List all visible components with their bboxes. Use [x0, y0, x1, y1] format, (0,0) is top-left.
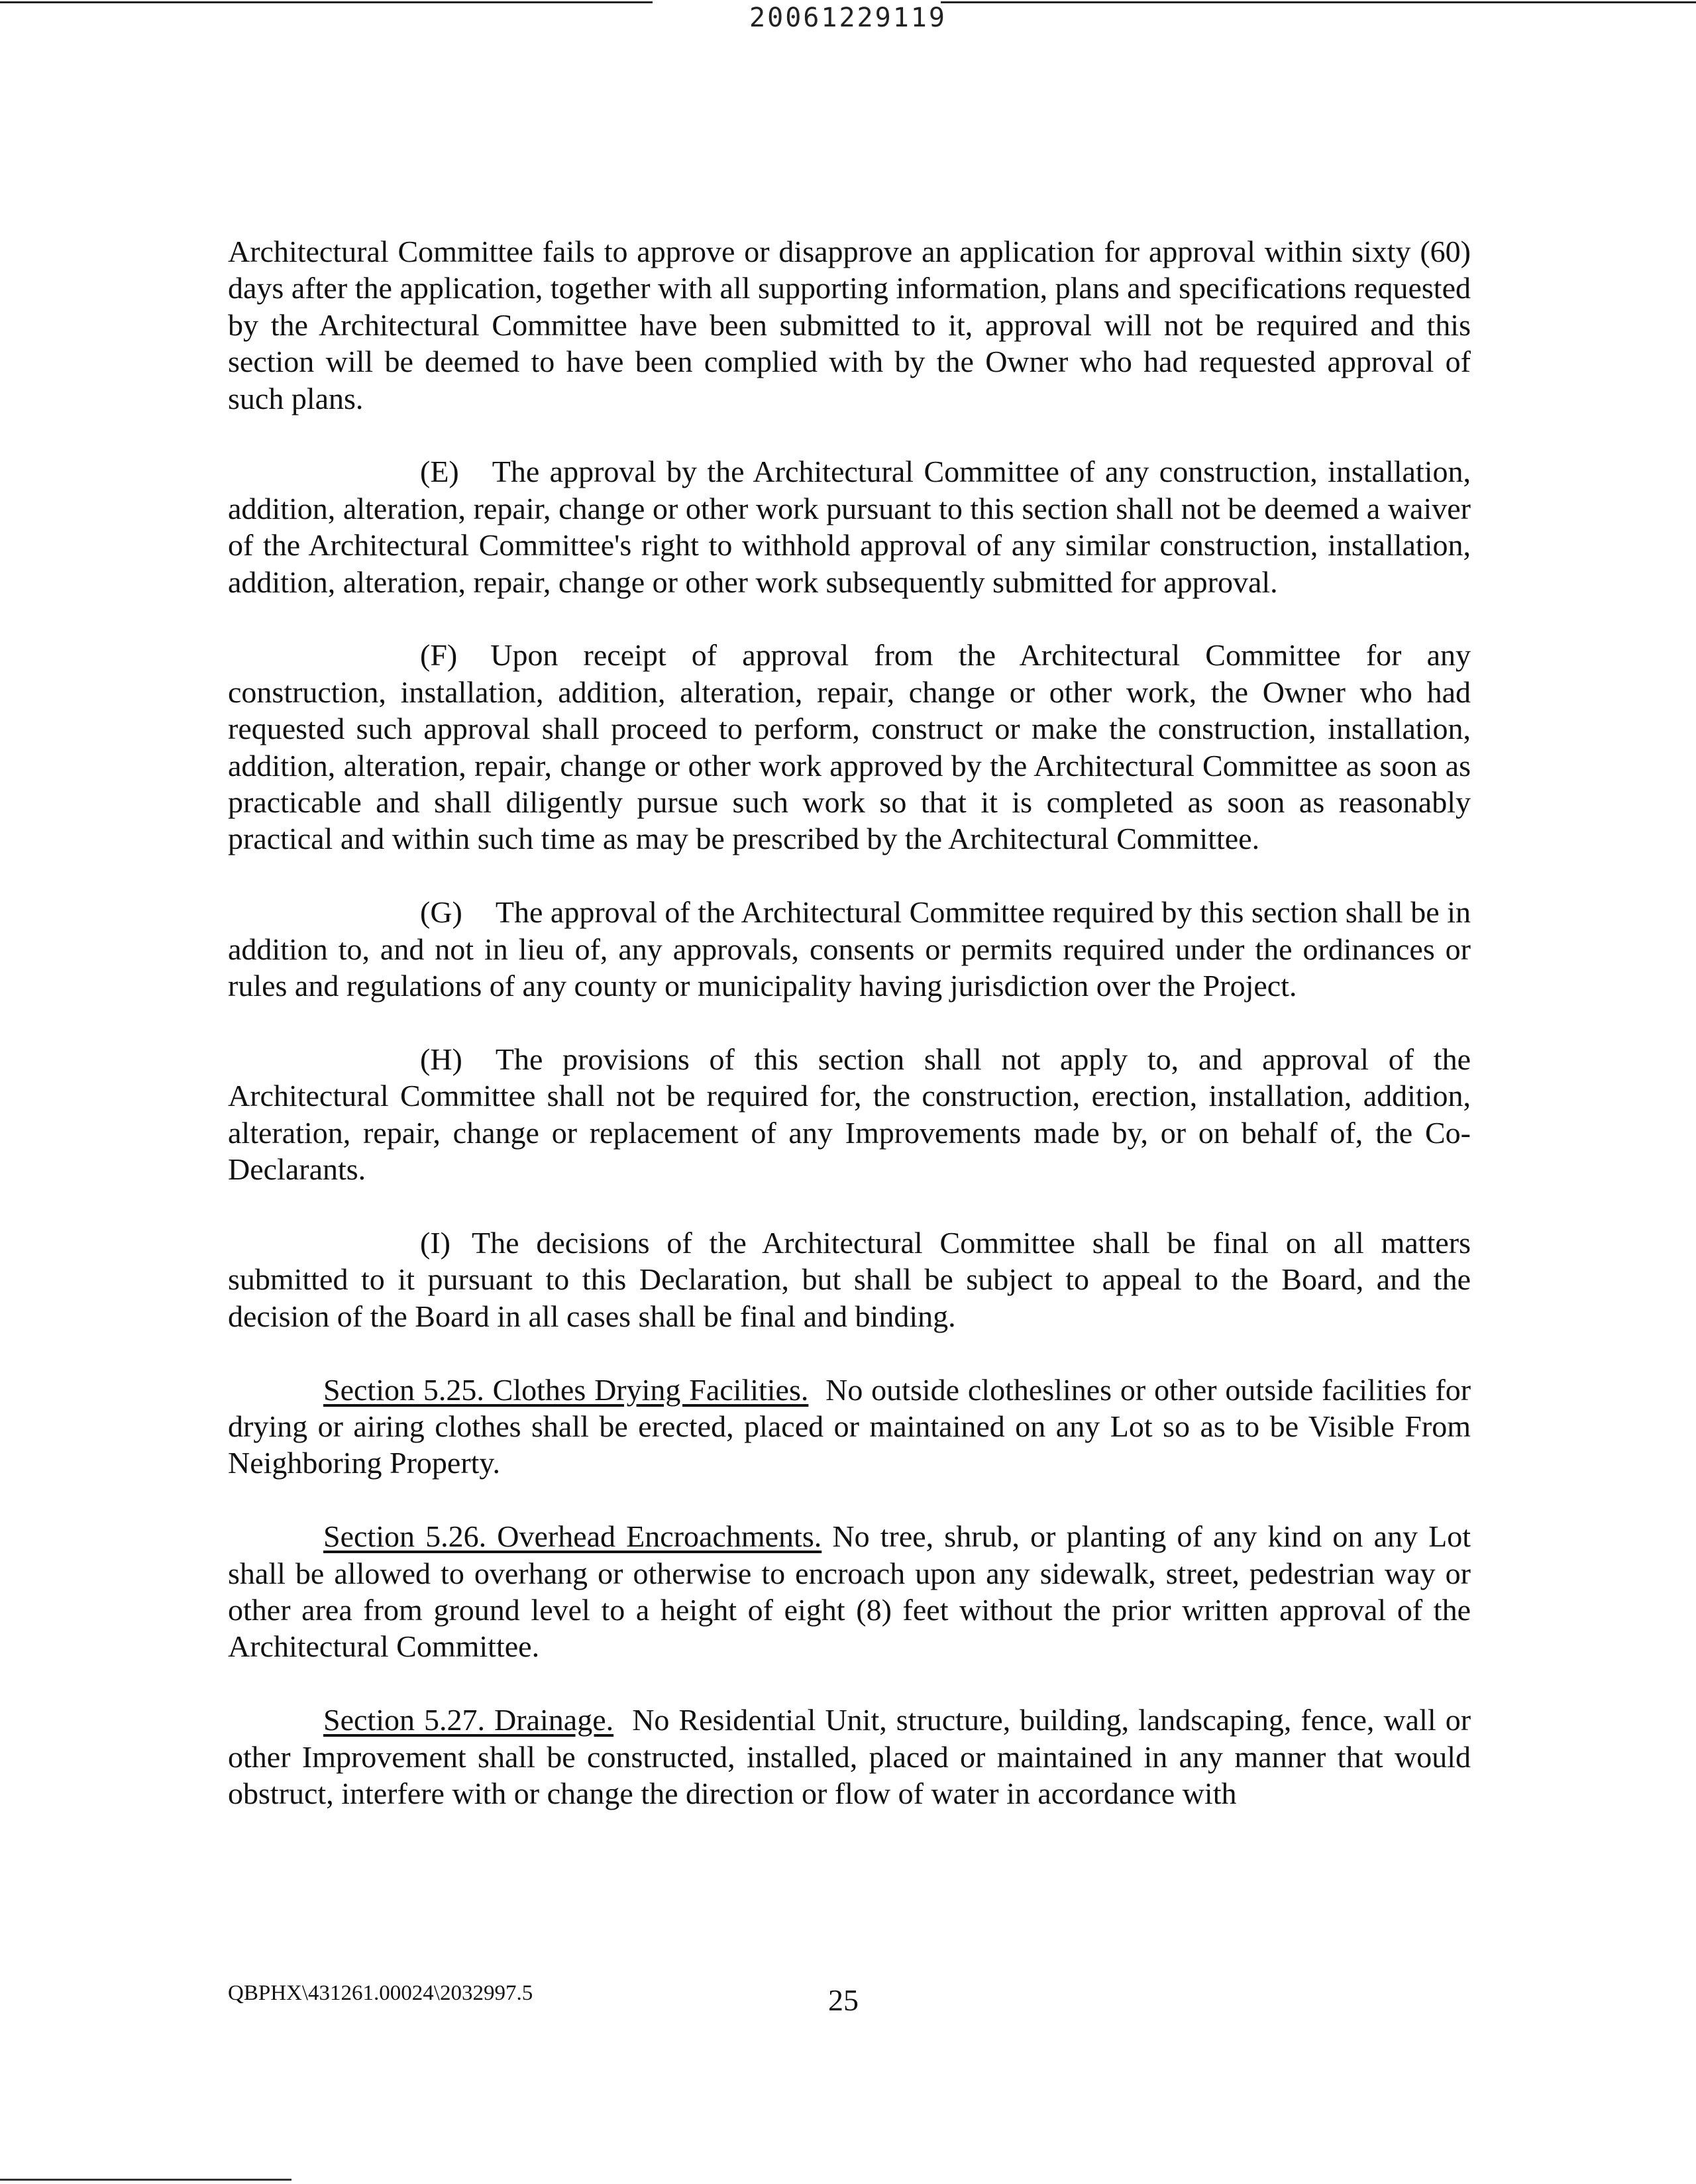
- paragraph-i: [228, 1225, 1471, 1335]
- item-label-e: (E): [420, 455, 459, 489]
- section-5-26: [228, 1518, 1471, 1665]
- paragraph-g: [228, 894, 1471, 1004]
- item-label-g: (G): [420, 895, 462, 930]
- paragraph-h: [228, 1041, 1471, 1188]
- item-text-i: The decisions of the Architectural Committee shall be final on all matters submitted to it pursuant to this Declaration, but shall be subject to appeal to the Board, and the decision of the Board in all cases shall be final and binding.: [228, 1225, 1471, 1333]
- section-5-25-title: Section 5.25. Clothes Drying Facilities.: [323, 1372, 809, 1407]
- page-number: 25: [828, 1983, 859, 2017]
- bottom-rule: [0, 2179, 292, 2181]
- section-5-27-title: Section 5.27. Drainage.: [323, 1703, 614, 1737]
- item-text-f: Upon receipt of approval from the Architectural Committee for any construction, installation, addition, alteration, repair, change or other work, the Owner who had requested such approval shall proceed to perform, construct or make the construction, installation, addition, alteration, repair, change or other work approved by the Architectural Committee as soon as practicable and shall diligently pursue such work so that it is completed as soon as reasonably practical and within such time as may be prescribed by the Architectural Committee.: [228, 638, 1471, 856]
- paragraph-intro: Architectural Committee fails to approve or disapprove an application for approval within sixty (60) days after the application, together with all supporting information, plans and specifications requested by the Architectural Committee have been submitted to it, approval will not be required and this section will be deemed to have been complied with by the Owner who had requested approval of such plans.: [228, 235, 1471, 415]
- footer-document-id: QBPHX\431261.00024\2032997.5: [228, 1981, 533, 2005]
- section-5-25: [228, 1372, 1471, 1482]
- body-text: [228, 233, 1471, 1849]
- section-5-26-text: No tree, shrub, or planting of any kind on any Lot shall be allowed to overhang or otherwise to encroach upon any sidewalk, street, pedestrian way or other area from ground level to a height of eight (8) feet without the prior written approval of the Architectural Committee.: [228, 1519, 1471, 1664]
- recording-number-stamp: 20061229119: [749, 3, 947, 33]
- item-label-i: (I): [420, 1225, 450, 1260]
- item-label-f: (F): [420, 638, 458, 673]
- item-label-h: (H): [420, 1042, 462, 1076]
- section-5-27-text: No Residential Unit, structure, building, landscaping, fence, wall or other Improvement shall be constructed, installed, placed or maintained in any manner that would obstruct, interfere with or change the direction or flow of water in accordance with: [228, 1703, 1471, 1810]
- item-text-g: The approval of the Architectural Committee required by this section shall be in addition to, and not in lieu of, any approvals, consents or permits required under the ordinances or rules and regulations of any county or municipality having jurisdiction over the Project.: [228, 895, 1471, 1003]
- section-5-27: [228, 1702, 1471, 1812]
- section-5-26-title: Section 5.26. Overhead Encroachments.: [323, 1519, 822, 1554]
- paragraph-e: [228, 453, 1471, 600]
- section-5-25-text: No outside clotheslines or other outside facilities for drying or airing clothes shall be erected, placed or maintained on any Lot so as to be Visible From Neighboring Property.: [228, 1372, 1471, 1480]
- item-text-h: The provisions of this section shall not apply to, and approval of the Architectural Committee shall not be required for, the construction, erection, installation, addition, alteration, repair, change or replacement of any Improvements made by, or on behalf of, the Co-Declarants.: [228, 1042, 1471, 1187]
- item-text-e: The approval by the Architectural Committee of any construction, installation, addition, alteration, repair, change or other work pursuant to this section shall not be deemed a waiver of the Architectural Committee's right to withhold approval of any similar construction, installation, addition, alteration, repair, change or other work subsequently submitted for approval.: [228, 455, 1471, 599]
- paragraph-f: [228, 637, 1471, 857]
